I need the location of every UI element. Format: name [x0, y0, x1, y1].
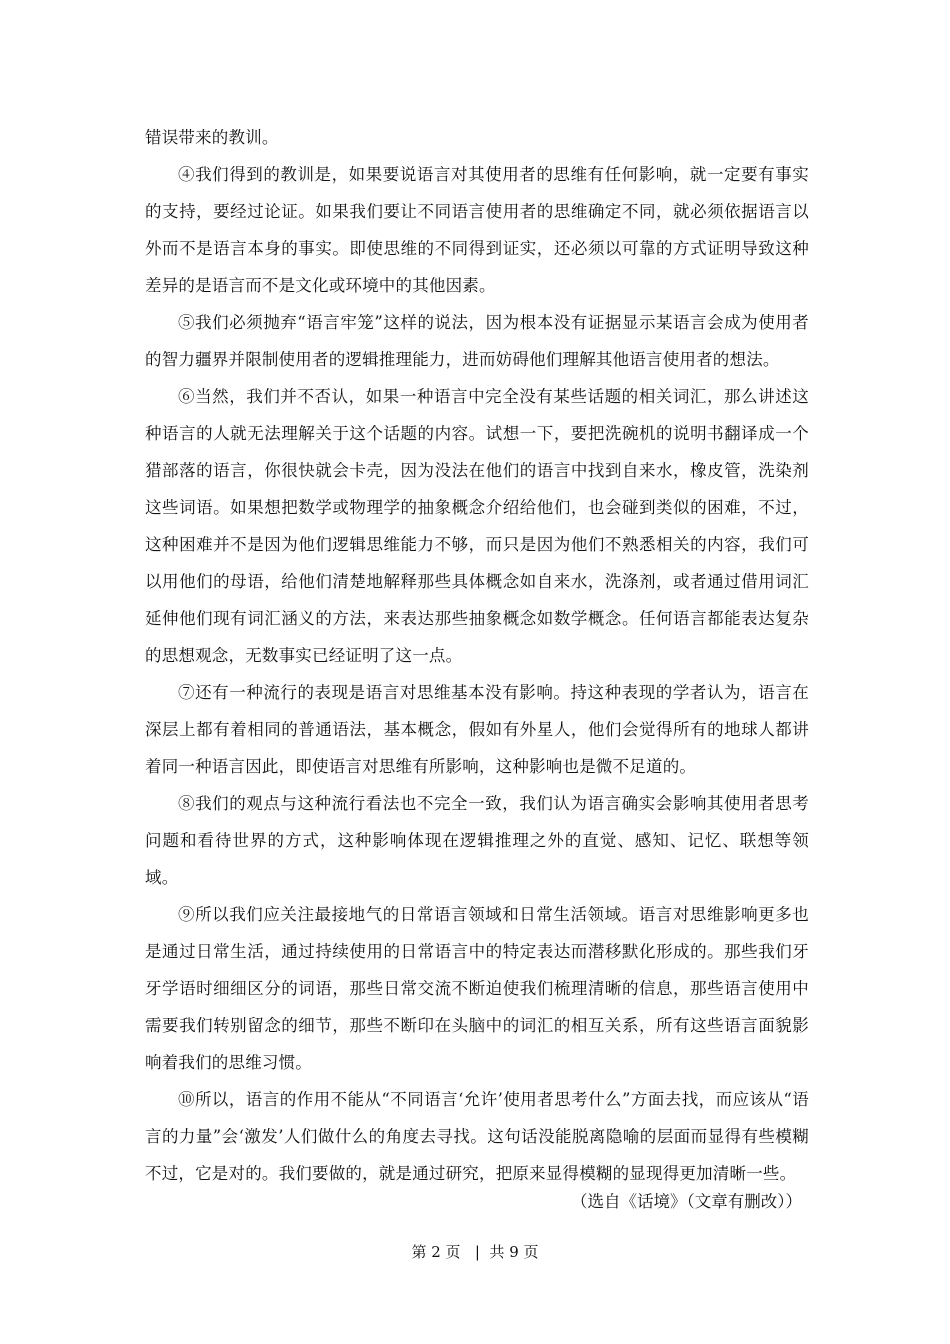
paragraph-4: ④我们得到的教训是，如果要说语言对其使用者的思维有任何影响，就一定要有事实的支持，要经过论证。如果我们要让不同语言使用者的思维确定不同，就必须依据语言以外而不是语言本身的事实。即使思维的不同得到证实，还必须以可靠的方式证明导致这种差异的是语言而不是文化或环境中的其他因素。	[145, 165, 809, 295]
paragraph-continuation: 错误带来的教训。	[145, 128, 279, 147]
page-footer: 第 2 页 | 共 9 页	[411, 1243, 539, 1261]
paragraph-7: ⑦还有一种流行的表现是语言对思维基本没有影响。持这种表现的学者认为，语言在深层上都有着相同的普通语法，基本概念，假如有外星人，他们会觉得所有的地球人都讲着同一种语言因此，即使语言对思维有所影响，这种影响也是微不足道的。	[145, 683, 809, 776]
paragraph-6: ⑥当然，我们并不否认，如果一种语言中完全没有某些话题的相关词汇，那么讲述这种语言的人就无法理解关于这个话题的内容。试想一下，要把洗碗机的说明书翻译成一个猎部落的语言，你很快就会卡壳，因为没法在他们的语言中找到自来水，橡皮管，洗染剂这些词语。如果想把数学或物理学的抽象概念介绍给他们，也会碰到类似的困难，不过，这种困难并不是因为他们逻辑思维能力不够，而只是因为他们不熟悉相关的内容，我们可以用他们的母语，给他们清楚地解释那些具体概念如自来水，洗涤剂，或者通过借用词汇延伸他们现有词汇涵义的方法，来表达那些抽象概念如数学概念。任何语言都能表达复杂的思想观念，无数事实已经证明了这一点。	[145, 387, 809, 665]
source-citation: （选自《话境》（文章有删改））	[571, 1192, 802, 1211]
article-body	[145, 119, 809, 1192]
paragraph-10: ⑩所以，语言的作用不能从“不同语言‘允许’使用者思考什么”方面去找，而应该从“语言的力量”会‘激发’人们做什么的角度去寻找。这句话没能脱离隐喻的层面而显得有些模糊不过，它是对的。我们要做的，就是通过研究，把原来显得模糊的显现得更加清晰一些。	[145, 1090, 809, 1183]
paragraph-9: ⑨所以我们应关注最接地气的日常语言领域和日常生活领域。语言对思维影响更多也是通过日常生活，通过持续使用的日常语言中的特定表达而潜移默化形成的。那些我们牙牙学语时细细区分的词语，那些日常交流不断迫使我们梳理清晰的信息，那些语言使用中需要我们转别留念的细节，那些不断印在头脑中的词汇的相互关系，所有这些语言面貌影响着我们的思维习惯。	[145, 905, 809, 1072]
paragraph-5: ⑤我们必须抛弃“语言牢笼”这样的说法，因为根本没有证据显示某语言会成为使用者的智力疆界并限制使用者的逻辑推理能力，进而妨碍他们理解其他语言使用者的想法。	[145, 313, 809, 369]
paragraph-8: ⑧我们的观点与这种流行看法也不完全一致，我们认为语言确实会影响其使用者思考问题和看待世界的方式，这种影响体现在逻辑推理之外的直觉、感知、记忆、联想等领域。	[145, 794, 809, 887]
